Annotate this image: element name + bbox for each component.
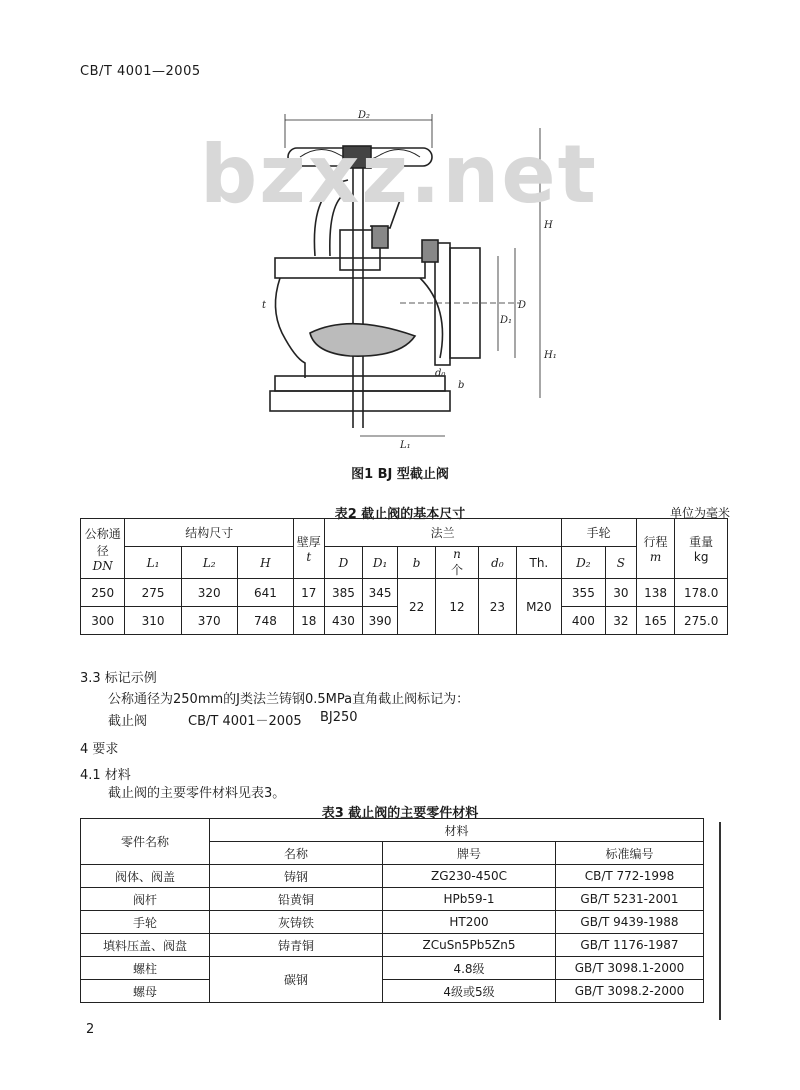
header-b: b: [397, 547, 435, 579]
header-d1: D₁: [363, 547, 398, 579]
shared-n: 12: [436, 579, 478, 635]
table-row: 250 275 320 641 17 385 345 22 12 23 M20 355 30 138 178.0: [81, 579, 728, 607]
table-row: 手轮 灰铸铁 HT200 GB/T 9439-1988: [81, 911, 704, 934]
header-handwheel: 手轮: [561, 519, 636, 547]
shared-b: 22: [397, 579, 435, 635]
header-l2: L₂: [181, 547, 237, 579]
table-row: 300 310 370 748 18 430 390 400 32 165 275.0: [81, 607, 728, 635]
header-std: 标准编号: [556, 842, 704, 865]
section-3-3-text: 公称通径为250mm的J类法兰铸钢0.5MPa直角截止阀标记为：: [108, 692, 470, 707]
marking-example-model: BJ250: [320, 710, 358, 725]
standard-code-header: CB/T 4001—2005: [80, 64, 201, 79]
header-l1: L₁: [125, 547, 181, 579]
figure-caption: 图1 BJ 型截止阀: [351, 467, 449, 482]
header-stroke: 行程 m: [636, 519, 675, 579]
header-n: n 个: [436, 547, 478, 579]
shared-th: M20: [517, 579, 562, 635]
section-4-1-text: 截止阀的主要零件材料见表3。: [108, 786, 286, 801]
dim-h-label: H: [544, 220, 553, 231]
marking-example-std: CB/T 4001－2005: [188, 714, 302, 729]
header-s: S: [606, 547, 637, 579]
header-h: H: [237, 547, 293, 579]
dim-d1-label: D₁: [500, 315, 513, 326]
header-name: 名称: [210, 842, 383, 865]
dim-t-label: t: [262, 300, 267, 311]
page-number: 2: [86, 1022, 95, 1037]
section-4-title: 4 要求: [80, 742, 119, 757]
table-row: 阀体、阀盖 铸钢 ZG230-450C CB/T 772-1998: [81, 865, 704, 888]
table2-unit: 单位为毫米: [669, 506, 730, 520]
margin-rule: [719, 822, 721, 1020]
materials-table: [80, 818, 704, 1003]
header-d2: D₂: [561, 547, 605, 579]
dim-h1-label: H₁: [544, 350, 557, 361]
table-row: 螺母 4级或5级 GB/T 3098.2-2000: [81, 980, 704, 1003]
dim-l1-label: L₁: [400, 440, 411, 448]
header-weight: 重量 kg: [675, 519, 728, 579]
header-th: Th.: [517, 547, 562, 579]
shared-d0: 23: [478, 579, 516, 635]
dimensions-table: [80, 518, 728, 635]
header-d0: d₀: [478, 547, 516, 579]
header-d: D: [324, 547, 363, 579]
watermark: bzxz.net: [200, 128, 598, 221]
header-flange: 法兰: [324, 519, 561, 547]
header-dn: 公称通径 DN: [81, 519, 125, 579]
section-3-3-title: 3.3 标记示例: [80, 671, 157, 686]
dim-b-label: b: [458, 380, 465, 391]
dim-d-label: D: [518, 300, 527, 311]
table-row: 阀杆 铅黄铜 HPb59-1 GB/T 5231-2001: [81, 888, 704, 911]
dim-d2-label: D₂: [358, 110, 371, 121]
section-4-1-title: 4.1 材料: [80, 768, 131, 783]
dim-d0-label: d₀: [435, 368, 446, 379]
header-part: 零件名称: [81, 819, 210, 865]
table3-caption: 表3 截止阀的主要零件材料: [321, 806, 479, 821]
table-row: 填料压盖、阀盘 铸青铜 ZCuSn5Pb5Zn5 GB/T 1176-1987: [81, 934, 704, 957]
table-row: 螺柱 碳钢 4.8级 GB/T 3098.1-2000: [81, 957, 704, 980]
table2-caption: 表2 截止阀的基本尺寸: [334, 507, 466, 522]
header-wall: 壁厚 t: [293, 519, 324, 579]
header-material: 材料: [210, 819, 704, 842]
header-grade: 牌号: [383, 842, 556, 865]
header-struct: 结构尺寸: [125, 519, 294, 547]
marking-example-name: 截止阀: [108, 714, 148, 729]
